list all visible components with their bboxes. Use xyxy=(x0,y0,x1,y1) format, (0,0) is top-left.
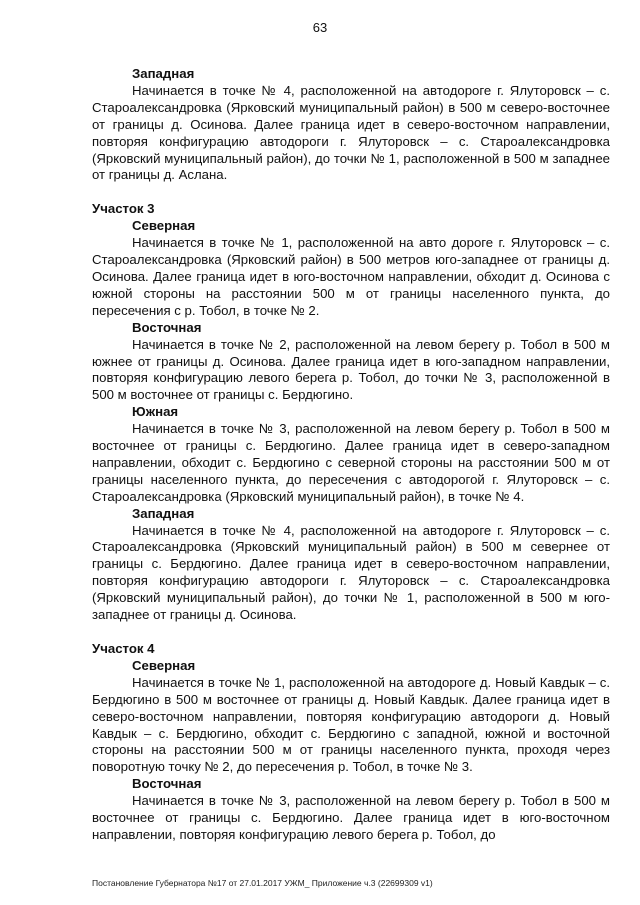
section-continuation xyxy=(92,66,610,184)
direction-heading: Северная xyxy=(132,218,196,234)
direction-paragraph: Начинается в точке № 3, расположенной на левом берегу р. Тобол в 500 м восточнее от границы с. Бердюгино. Далее граница идет в юго-восточном направлении, повторяя конфигурацию левого берега р. Тобол, до xyxy=(92,793,610,842)
direction-heading: Южная xyxy=(132,404,179,420)
direction-paragraph: Начинается в точке № 2, расположенной на левом берегу р. Тобол в 500 м южнее от границы д. Осинова. Далее граница идет в юго-западном направлении, повторяя конфигурацию левого берега р. Тобол, до точки № 3, расположенной в 500 м восточнее от границы с. Бердюгино. xyxy=(92,336,610,403)
direction-paragraph: Начинается в точке № 1, расположенной на автодороге д. Новый Кавдык – с. Бердюгино в 500 м восточнее от границы д. Новый Кавдык. Далее граница идет в северо-восточном направлении, повторяя конфигурацию автодороги д. Новый Кавдык – с. Бердюгино, обходит с. Бердюгино с западной, южной и восточной стороны на расстоянии 500 м от границы населенного пункта, проходя через поворотную точку № 2, до пересечения р. Тобол, в точке № 3. xyxy=(92,674,610,775)
document-body xyxy=(92,66,610,861)
direction-paragraph: Начинается в точке № 1, расположенной на авто дороге г. Ялуторовск – с. Староалександровка (Ярковский район) в 500 метров юго-западнее от границы д. Осинова. Далее граница идет в юго-восточном направлении, обходит д. Осинова с южной стороны на расстоянии 500 м от границы населенного пункта, до пересечения с р. Тобол, в точке № 2. xyxy=(92,235,610,318)
direction-paragraph: Начинается в точке № 4, расположенной на автодороге г. Ялуторовск – с. Староалександровка (Ярковский муниципальный район) в 500 м северо-восточнее от границы д. Осинова. Далее граница идет в северо-восточном направлении, повторяя конфигурацию автодороги г. Ялуторовск – с. Староалександровка (Ярковский муниципальный район), до точки № 1, расположенной в 500 м западнее от границы д. Аслана. xyxy=(92,82,610,183)
direction-heading: Северная xyxy=(132,657,196,673)
section-plot-4 xyxy=(92,641,610,844)
direction-heading: Восточная xyxy=(132,319,202,335)
direction-heading: Западная xyxy=(132,505,195,521)
direction-heading: Западная xyxy=(132,66,195,81)
document-footer: Постановление Губернатора №17 от 27.01.2017 УЖМ_ Приложение ч.3 (22699309 v1) xyxy=(92,878,433,888)
page-number: 63 xyxy=(312,20,328,35)
section-title: Участок 3 xyxy=(92,201,155,217)
section-title: Участок 4 xyxy=(92,641,155,656)
direction-heading: Восточная xyxy=(132,776,202,792)
section-plot-3 xyxy=(92,201,610,624)
direction-paragraph: Начинается в точке № 3, расположенной на левом берегу р. Тобол в 500 м восточнее от границы с. Бердюгино. Далее граница идет в северо-западном направлении, обходит с. Бердюгино с северной стороны на расстоянии 500 м от границы населенного пункта, до пересечения с автодорогой г. Ялуторовск – с. Староалександровка (Ярковский муниципальный район), в точке № 4. xyxy=(92,421,610,504)
direction-paragraph: Начинается в точке № 4, расположенной на автодороге г. Ялуторовск – с. Староалександровка (Ярковский муниципальный район) в 500 м севернее от границы с. Бердюгино. Далее граница идет в северо-восточном направлении, повторяя конфигурацию автодороги г. Ялуторовск – с. Староалександровка (Ярковский муниципальный район), до точки № 1, расположенной в 500 м юго-западнее от границы д. Осинова. xyxy=(92,522,610,623)
